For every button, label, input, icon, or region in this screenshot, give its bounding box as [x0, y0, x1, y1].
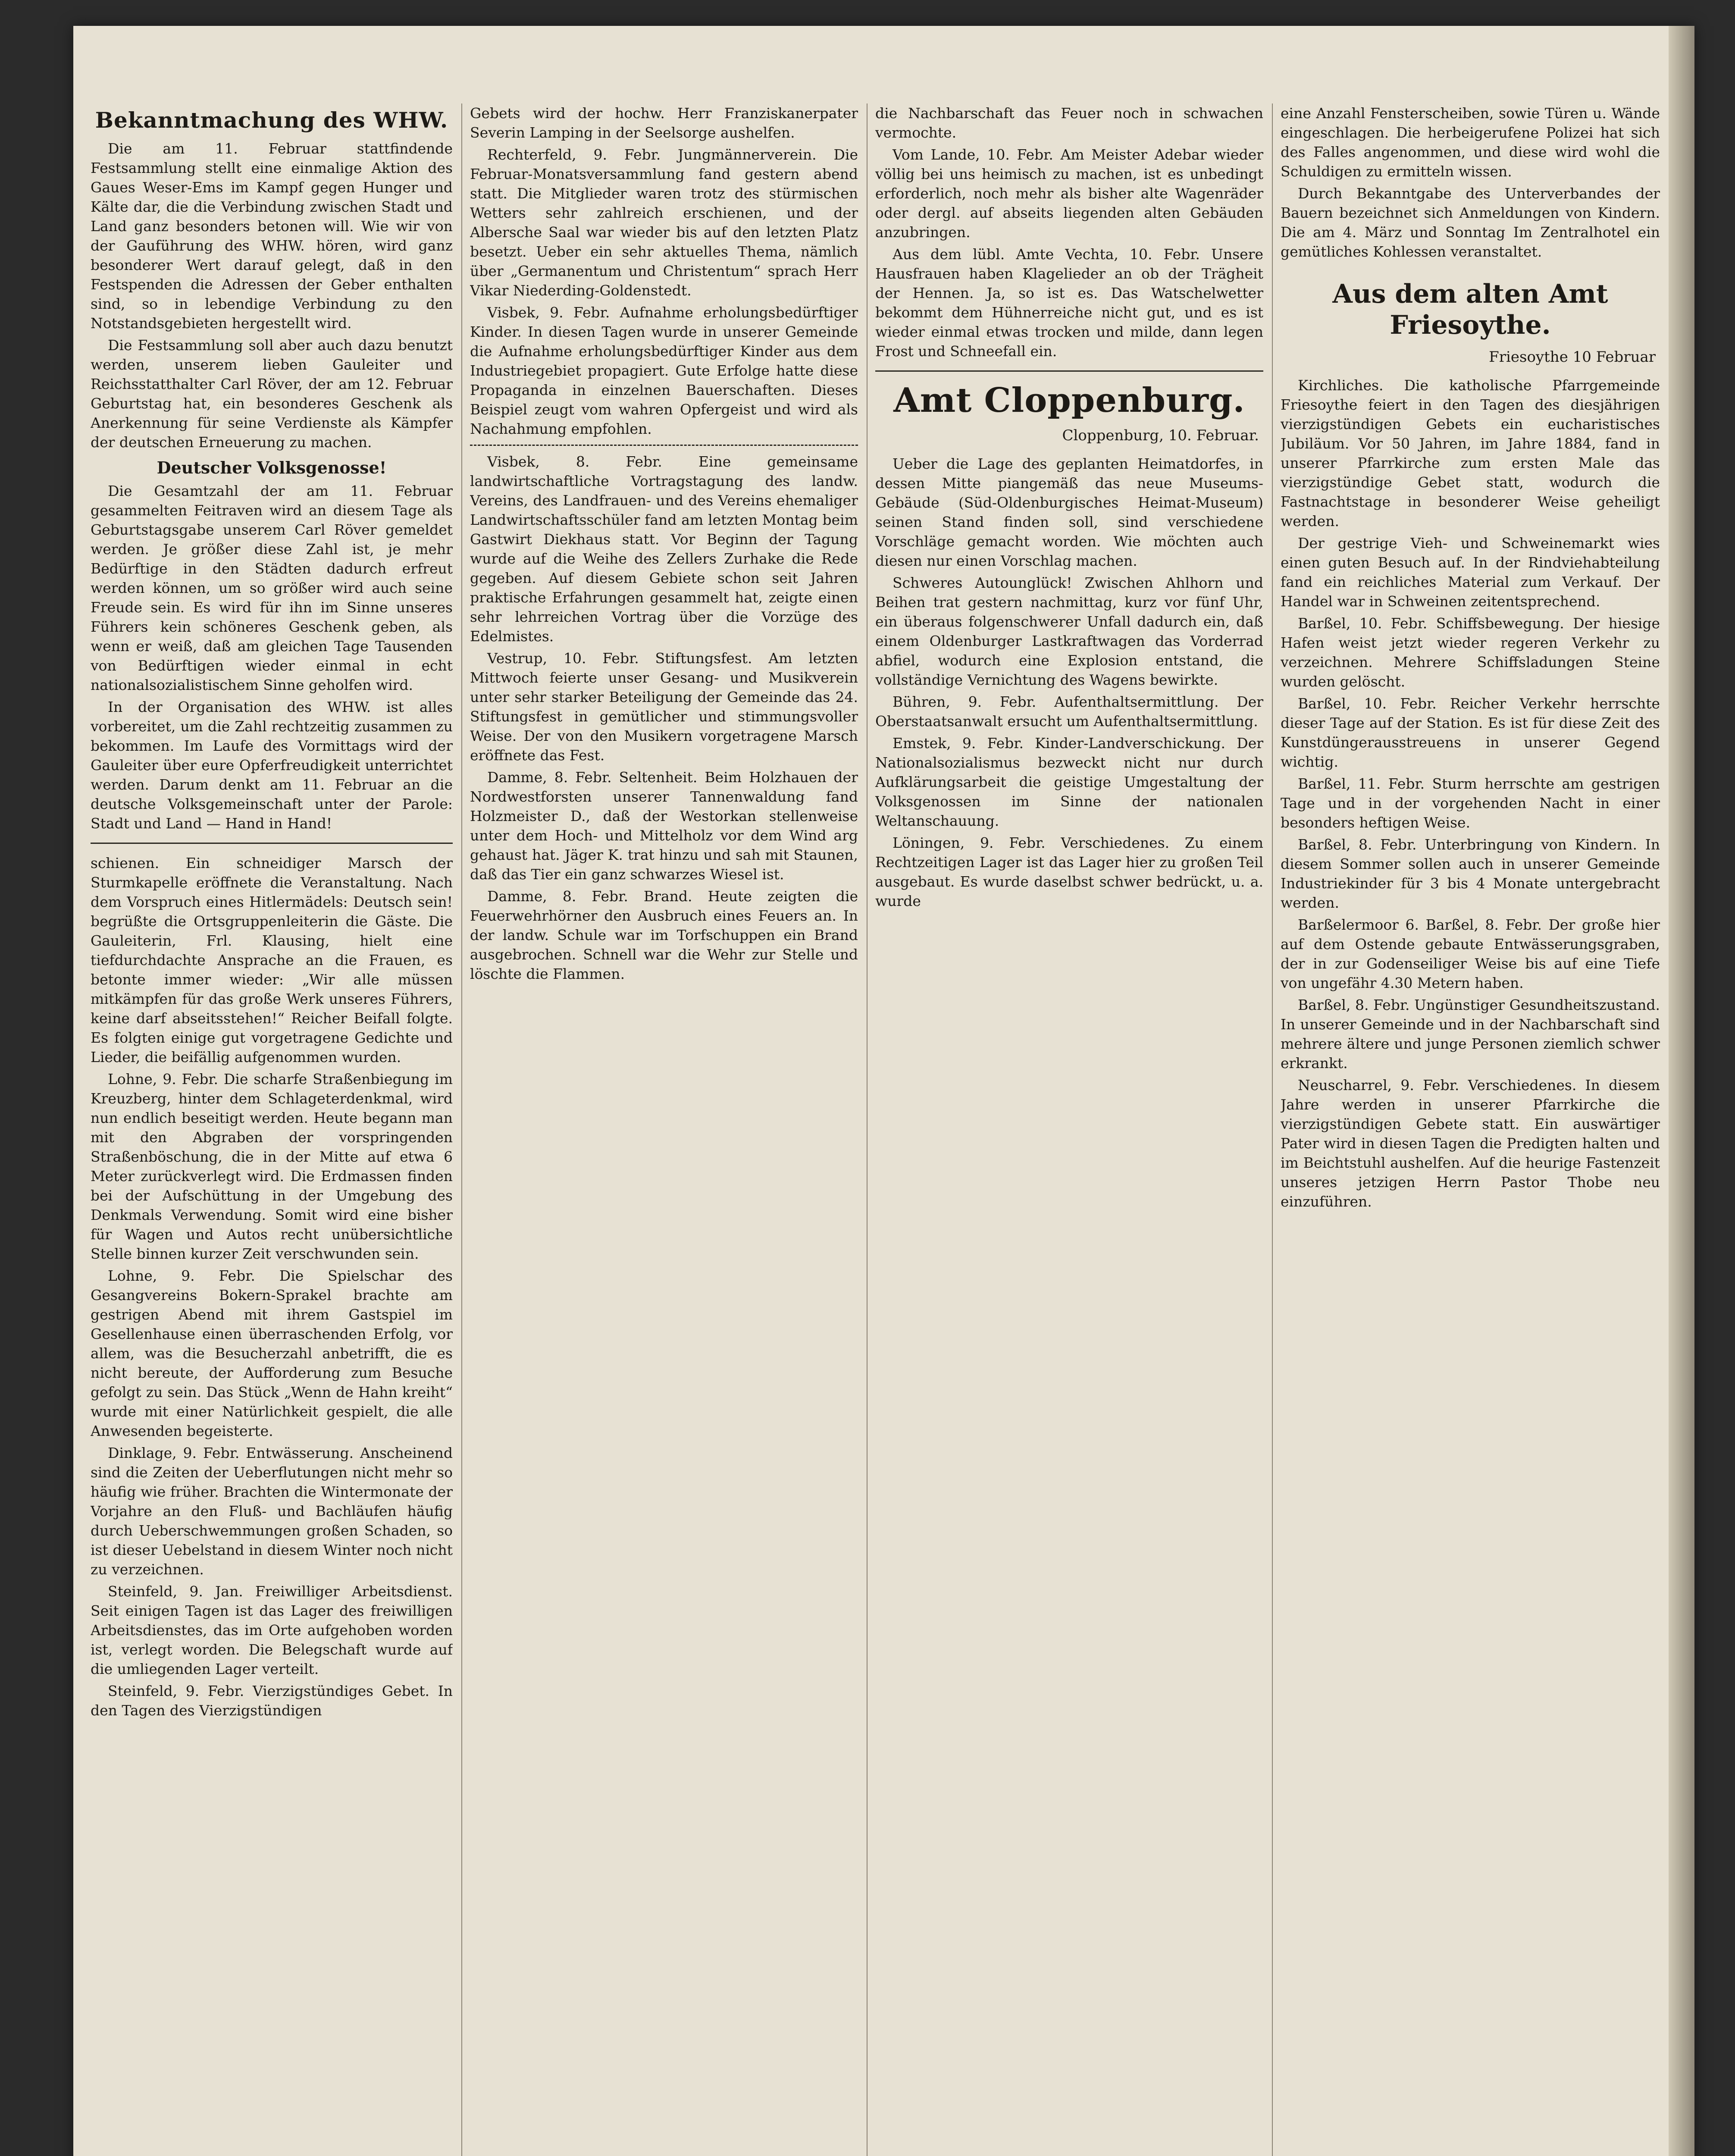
section-title: Aus dem alten Amt Friesoythe.: [1332, 279, 1608, 340]
article-paragraph: Kirchliches. Die katholische Pfarrgemeinde Friesoythe feiert in den Tagen des diesjährigen vierzigstündigen Gebets ein eucharistisches Jubiläum. Vor 50 Jahren, im Jahre 1884, fand in unserer Pfarrkirche zum ersten Male das vierzigstündige Gebet statt, wodurch die Fastnachtstage in besonderer Weise geheiligt werden.: [1281, 377, 1660, 530]
article-paragraph: Durch Bekanntgabe des Unterverbandes der Bauern bezeichnet sich Anmeldungen von Kindern. Die am 4. März und Sonntag Im Zentralhotel ein gemütliches Kohlessen veranstaltet.: [1281, 185, 1660, 260]
section-title: Amt Cloppenburg.: [893, 381, 1245, 420]
column-1: [91, 103, 453, 2156]
article-paragraph: Die am 11. Februar stattfindende Festsammlung stellt eine einmalige Aktion des Gaues Weser-Ems im Kampf gegen Hunger und Kälte dar, die die Verbindung zwischen Stadt und Land ganz besonders betonen will. Wie wir von der Gauführung des WHW. hören, wird ganz besonderer Wert darauf gelegt, daß in den Festspenden die Adressen der Geber enthalten sind, so in lebendige Verbindung zu den Notstandsgebieten hergestellt wird.: [91, 140, 453, 332]
article-paragraph: schienen. Ein schneidiger Marsch der Sturmkapelle eröffnete die Veranstaltung. Nach dem Vorspruch eines Hitlermädels: Deutsch sein! begrüßte die Ortsgruppenleiterin die Gäste. Die Gauleiterin, Frl. Klausing, hielt eine tiefdurchdachte Ansprache an die Frauen, es betonte immer wieder: „Wir alle müssen mitkämpfen für das große Werk unseres Führers, keine darf abseitsstehen!“ Reicher Beifall folgte. Es folgten einige gut vorgetragene Gedichte und Lieder, die beifällig aufgenommen wurden.: [91, 855, 453, 1065]
article-paragraph: Der gestrige Vieh- und Schweinemarkt wies einen guten Besuch auf. In der Rindviehabteilung fand ein reichliches Material zum Verkauf. Der Handel war in Schweinen zeitentsprechend.: [1281, 535, 1660, 610]
article-paragraph: Steinfeld, 9. Jan. Freiwilliger Arbeitsdienst. Seit einigen Tagen ist das Lager des freiwilligen Arbeitsdienstes, das im Orte aufgehoben worden ist, verlegt worden. Die Belegschaft wurde auf die umliegenden Lager verteilt.: [91, 1583, 453, 1677]
article-paragraph: die Nachbarschaft das Feuer noch in schwachen vermochte.: [875, 105, 1263, 141]
article-paragraph: Visbek, 8. Febr. Eine gemeinsame landwirtschaftliche Vortragstagung des landw. Vereins, des Landfrauen- und des Vereins ehemaliger Landwirtschaftsschüler fand am letzten Montag beim Gastwirt Diekhaus statt. Vor Beginn der Tagung wurde auf die Weihe des Zellers Zurhake die Rede gegeben. Auf diesem Gebiete schon seit Jahren praktische Erfahrungen gesammelt hat, zeigte einen sehr lehrreichen Vortrag über die Vorzüge des Edelmistes.: [470, 453, 858, 645]
subheading: Deutscher Volksgenosse!: [157, 458, 387, 477]
article-paragraph: Barßel, 10. Febr. Reicher Verkehr herrschte dieser Tage auf der Station. Es ist für diese Zeit des Kunstdüngerausstreuens in unserer Gegend wichtig.: [1281, 695, 1660, 770]
article-paragraph: Damme, 8. Febr. Brand. Heute zeigten die Feuerwehrhörner den Ausbruch eines Feuers an. In der landw. Schule war im Torfschuppen ein Brand ausgebrochen. Schnell war die Wehr zur Stelle und löschte die Flammen.: [470, 888, 858, 982]
article-paragraph: Die Festsammlung soll aber auch dazu benutzt werden, unserem lieben Gauleiter und Reichsstatthalter Carl Röver, der am 12. Februar Geburtstag hat, ein besonderes Geschenk als Anerkennung für seine Verdienste als Kämpfer der deutschen Erneuerung zu machen.: [91, 337, 453, 451]
column-2: [470, 103, 858, 2156]
article-paragraph: In der Organisation des WHW. ist alles vorbereitet, um die Zahl rechtzeitig zusammen zu bekommen. Im Laufe des Vormittags wird der Gauleiter über eure Opferfreudigkeit unterrichtet werden. Darum denkt am 11. Februar an die deutsche Volksgemeinschaft unter der Parole: Stadt und Land — Hand in Hand!: [91, 699, 453, 832]
column-4: [1281, 103, 1660, 2156]
divider: [875, 370, 1263, 372]
newspaper-page: [73, 26, 1694, 2156]
article-paragraph: Barßel, 8. Febr. Ungünstiger Gesundheitszustand. In unserer Gemeinde und in der Nachbarschaft sind mehrere ältere und junge Personen ziemlich schwer erkrankt.: [1281, 997, 1660, 1072]
article-paragraph: Vestrup, 10. Febr. Stiftungsfest. Am letzten Mittwoch feierte unser Gesang- und Musikverein unter sehr starker Beteiligung der Gemeinde das 24. Stiftungsfest in gemütlicher und stimmungsvoller Weise. Der von den Musikern vorgetragene Marsch eröffnete das Fest.: [470, 650, 858, 764]
article-paragraph: Gebets wird der hochw. Herr Franziskanerpater Severin Lamping in der Seelsorge aushelfen.: [470, 105, 858, 141]
article-paragraph: Schweres Autounglück! Zwischen Ahlhorn und Beihen trat gestern nachmittag, kurz vor fünf Uhr, ein überaus folgenschwerer Unfall dadurch ein, daß einem Oldenburger Lastkraftwagen das Vorderrad abfiel, wodurch eine Explosion entstand, die vollständige Vernichtung des Wagens bewirkte.: [875, 574, 1263, 688]
column-divider: [1272, 103, 1273, 2156]
article-paragraph: Lohne, 9. Febr. Die Spielschar des Gesangvereins Bokern-Sprakel brachte am gestrigen Abend mit ihrem Gastspiel im Gesellenhause einen überraschenden Erfolg, vor allem, was die Besucherzahl anbetrifft, die es nicht bereute, der Aufforderung zum Besuche gefolgt zu sein. Das Stück „Wenn de Hahn kreiht“ wurde mit einer Natürlichkeit gespielt, die alle Anwesenden begeisterte.: [91, 1267, 453, 1439]
article-paragraph: Lohne, 9. Febr. Die scharfe Straßenbiegung im Kreuzberg, hinter dem Schlageterdenkmal, wird nun endlich beseitigt werden. Heute begann man mit den Abgraben der vorspringenden Straßenböschung, die in der Mitte auf etwa 6 Meter zurückverlegt wird. Die Erdmassen finden bei der Aufschüttung in der Umgebung des Denkmals Verwendung. Somit wird eine bisher für Wagen und Autos recht unübersichtliche Stelle binnen kurzer Zeit verschwunden sein.: [91, 1071, 453, 1262]
article-paragraph: Bühren, 9. Febr. Aufenthaltsermittlung. Der Oberstaatsanwalt ersucht um Aufenthaltsermittlung.: [875, 693, 1263, 730]
dateline: Friesoythe 10 Februar: [1489, 348, 1656, 366]
column-3: [875, 103, 1263, 2156]
article-paragraph: Barßel, 8. Febr. Unterbringung von Kindern. In diesem Sommer sollen auch in unserer Gemeinde Industriekinder für 3 bis 4 Monate untergebracht werden.: [1281, 836, 1660, 911]
article-paragraph: Visbek, 9. Febr. Aufnahme erholungsbedürftiger Kinder. In diesen Tagen wurde in unserer Gemeinde die Aufnahme erholungsbedürftiger Kinder aus dem Industriegebiet propagiert. Gute Erfolge hatte diese Propaganda in einzelnen Bauerschaften. Dieses Beispiel zeugt vom wahren Opfergeist und wird als Nachahmung empfohlen.: [470, 304, 858, 437]
article-paragraph: Steinfeld, 9. Febr. Vierzigstündiges Gebet. In den Tagen des Vierzigstündigen: [91, 1683, 453, 1719]
article-paragraph: Emstek, 9. Febr. Kinder-Landverschickung. Der Nationalsozialismus bezweckt nicht nur durch Aufklärungsarbeit die geistige Umgestaltung der Volksgenossen im Sinne der nationalen Weltanschauung.: [875, 735, 1263, 829]
article-paragraph: Vom Lande, 10. Febr. Am Meister Adebar wieder völlig bei uns heimisch zu machen, ist es unbedingt erforderlich, noch mehr als bisher alte Wagenräder oder dergl. auf abseits liegenden alten Gebäuden anzubringen.: [875, 146, 1263, 241]
article-paragraph: Rechterfeld, 9. Febr. Jungmännerverein. Die Februar-Monatsversammlung fand gestern abend statt. Die Mitglieder waren trotz des stürmischen Wetters sehr zahlreich erschienen, und der Albersche Saal war wieder bis auf den letzten Platz besetzt. Ueber ein sehr aktuelles Thema, nämlich über „Germanentum und Christentum“ sprach Herr Vikar Niederding-Goldenstedt.: [470, 146, 858, 299]
column-divider: [461, 103, 462, 2156]
article-paragraph: Barßelermoor 6. Barßel, 8. Febr. Der große hier auf dem Ostende gebaute Entwässerungsgraben, der in zur Godenseiliger Weise bis auf eine Tiefe von ungefähr 4.30 Metern haben.: [1281, 916, 1660, 991]
announcement-heading: Bekanntmachung des WHW.: [95, 107, 448, 133]
article-paragraph: Die Gesamtzahl der am 11. Februar gesammelten Feitraven wird an diesem Tage als Geburtstagsgabe unserem Carl Röver gemeldet werden. Je größer diese Zahl ist, je mehr Bedürftige in den Städten dadurch erfreut werden können, um so größer wird auch seine Freude sein. Es wird für ihn im Sinne unseres Führers kein schöneres Geschenk geben, als wenn er weiß, daß am gleichen Tage Tausenden von Bedürftigen wieder einmal in echt nationalsozialistischem Sinne geholfen wird.: [91, 483, 453, 693]
article-paragraph: eine Anzahl Fensterscheiben, sowie Türen u. Wände eingeschlagen. Die herbeigerufene Polizei hat sich des Falles angenommen, und diese wird wohl die Schuldigen zu ermitteln wissen.: [1281, 105, 1660, 180]
article-paragraph: Ueber die Lage des geplanten Heimatdorfes, in dessen Mitte piangemäß das neue Museums-Gebäude (Süd-Oldenburgisches Heimat-Museum) seinen Stand finden soll, sind verschiedene Vorschläge gemacht worden. Wie möchten auch diesen nur einen Vorschlag machen.: [875, 455, 1263, 569]
article-paragraph: Aus dem lübl. Amte Vechta, 10. Febr. Unsere Hausfrauen haben Klagelieder an ob der Trägheit der Hennen. Ja, so ist es. Das Watschelwetter bekommt dem Hühnerreiche nicht gut, und es ist wieder einmal etwas trocken und milde, dann legen Frost und Schneefall ein.: [875, 246, 1263, 360]
column-divider: [867, 103, 868, 2156]
article-paragraph: Damme, 8. Febr. Seltenheit. Beim Holzhauen der Nordwestforsten unserer Tannenwaldung fand Holzmeister D., daß der Westorkan stellenweise unter dem Hoch- und Mittelholz vor dem Wind arg gehaust hat. Jäger K. trat hinzu und sah mit Staunen, daß das Tier ein ganz schwarzes Wiesel ist.: [470, 769, 858, 883]
divider: [470, 445, 858, 446]
article-paragraph: Barßel, 11. Febr. Sturm herrschte am gestrigen Tage und in der vorgehenden Nacht in einer besonders heftigen Weise.: [1281, 775, 1660, 831]
article-paragraph: Neuscharrel, 9. Febr. Verschiedenes. In diesem Jahre werden in unserer Pfarrkirche die vierzigstündigen Gebete statt. Ein auswärtiger Pater wird in diesen Tagen die Predigten halten und im Beichtstuhl aushelfen. Auf die heurige Fastenzeit unseres jetzigen Herrn Pastor Thobe neu einzuführen.: [1281, 1077, 1660, 1210]
dateline: Cloppenburg, 10. Februar.: [1062, 427, 1259, 444]
divider: [91, 843, 453, 844]
article-paragraph: Barßel, 10. Febr. Schiffsbewegung. Der hiesige Hafen weist jetzt wieder regeren Verkehr zu verzeichnen. Mehrere Schiffsladungen Steine wurden gelöscht.: [1281, 615, 1660, 690]
article-paragraph: Dinklage, 9. Febr. Entwässerung. Anscheinend sind die Zeiten der Ueberflutungen nicht mehr so häufig wie früher. Brachten die Wintermonate der Vorjahre an den Fluß- und Bachläufen häufig durch Ueberschwemmungen großen Schaden, so ist dieser Uebelstand in diesem Winter noch nicht zu verzeichnen.: [91, 1445, 453, 1578]
page-edge: [1669, 26, 1694, 2156]
article-paragraph: Löningen, 9. Febr. Verschiedenes. Zu einem Rechtzeitigen Lager ist das Lager hier zu großen Teil ausgebaut. Es wurde daselbst schwer bedrückt, u. a. wurde: [875, 834, 1263, 909]
